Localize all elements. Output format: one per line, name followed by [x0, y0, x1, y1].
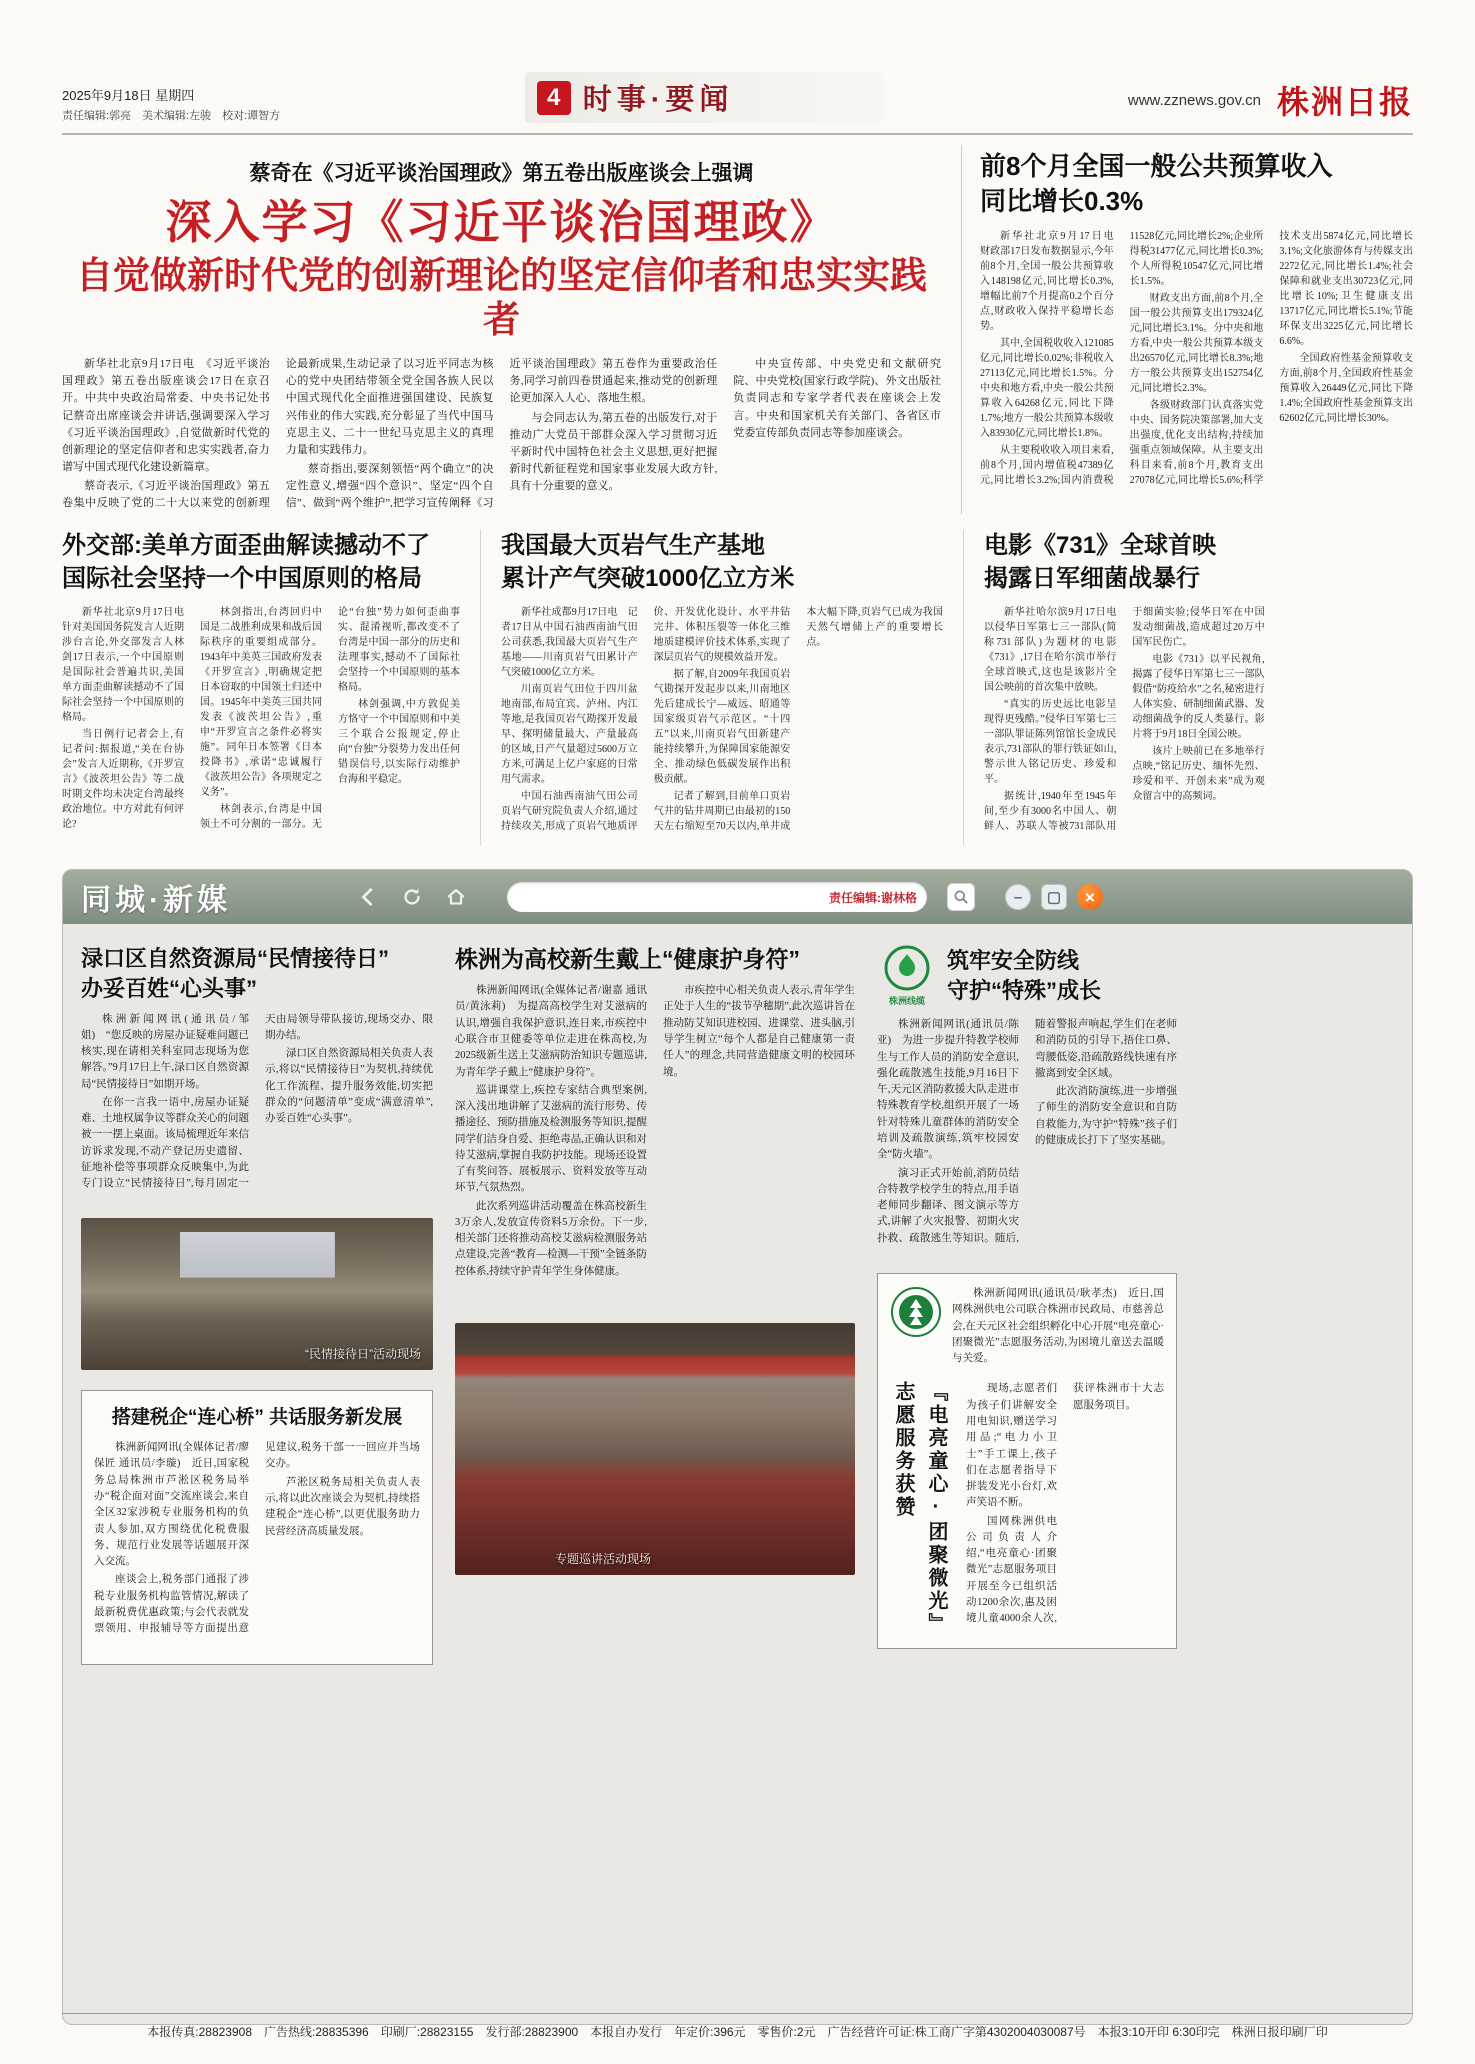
- movie-headline-line1: 电影《731》全球首映: [984, 532, 1217, 560]
- middle-article-row: [62, 530, 1413, 845]
- refresh-icon[interactable]: [397, 882, 427, 912]
- luko-photo-caption: “民情接待日”活动现场: [305, 1346, 421, 1361]
- tax-body: 株洲新闻网讯(全媒体记者/廖保匠 通讯员/李璇) 近日,国家税务总局株洲市芦淞区税务局举办“税企面对面”交流座谈会,来自全区32家涉税专业服务机构的负责人参加,双方围绕优化税费服务、规范行业发展等话题展开深入交流。 座谈会上,税务部门通报了涉税专业服务机构监管情况,解读了最新税费优惠政策;与会代表就发票领用、申报辅导等方面提出意见建议,税务干部一一回应并当场交办。 芦淞区税务局相关负责人表示,将以此次座谈会为契机,持续搭建税企“连心桥”,以更优服务助力民营经济高质量发展。: [94, 1442, 420, 1635]
- search-icon[interactable]: [947, 883, 975, 911]
- fire-safety-body: 株洲新闻网讯(通讯员/陈亚) 为进一步提升特教学校师生与工作人员的消防安全意识,强化疏散逃生技能,9月16日下午,天元区消防救援大队走进市特殊教育学校,组织开展了一场针对特殊儿童群体的消防安全培训及疏散演练,筑牢校园安全“防火墙”。 演习正式开始前,消防员结合特教学校学生的特点,用手语老师同步翻译、图文演示等方式,讲解了火灾报警、初期火灾扑救、疏散逃生等知识。随后,随着警报声响起,学生们在老师和消防员的引导下,捂住口鼻、弯腰低姿,沿疏散路线快速有序撤离到安全区域。 此次消防演练,进一步增强了师生的消防安全意识和自防自救能力,为守护“特殊”孩子们的健康成长打下了坚实基础。: [877, 1019, 1177, 1244]
- volunteer-body: 现场,志愿者们为孩子们讲解安全用电知识,赠送学习用品;“电力小卫士”手工课上,孩子们在志愿者指导下拼装发光小台灯,欢声笑语不断。 国网株洲供电公司负责人介绍,“电亮童心·团聚微光”志愿服务项目开展至今已组织活动1200余次,惠及困境儿童4000余人次,获评株洲市十大志愿服务项目。: [966, 1383, 1164, 1625]
- page-number-badge: 4: [537, 81, 571, 115]
- tongcheng-title: 同城·新媒: [81, 884, 231, 918]
- article-fire-safety: [877, 944, 1177, 1255]
- foreign-ministry-headline: [62, 530, 460, 595]
- volunteer-intro: 株洲新闻网讯(通讯员/耿孝杰) 近日,国网株洲供电公司联合株洲市民政局、市慈善总会,在天元区社会组织孵化中心开展“电亮童心·团聚微光”志愿服务活动,为困境儿童送去温暖与关爱。: [952, 1288, 1164, 1365]
- article-budget: [961, 145, 1413, 514]
- tongcheng-content: [63, 924, 1412, 1685]
- budget-headline: [980, 149, 1413, 219]
- fire-safety-headline-line1: 筑牢安全防线: [947, 947, 1080, 973]
- minimize-button[interactable]: –: [1005, 884, 1031, 910]
- zhuzhou-cable-logo-caption: 株洲线缆: [888, 996, 925, 1007]
- search-bar[interactable]: [507, 882, 927, 912]
- tax-headline: 搭建税企“连心桥” 共话服务新发展: [111, 1406, 403, 1428]
- volunteer-vertical-headline: [890, 1381, 954, 1636]
- volunteer-headline-line2: 『电亮童心·团聚微光』: [925, 1381, 947, 1637]
- article-volunteer-service: [877, 1273, 1177, 1649]
- luko-headline-line1: 渌口区自然资源局“民情接待日”: [81, 946, 390, 972]
- fire-safety-headline-line2: 守护“特殊”成长: [947, 977, 1102, 1003]
- lead-headline-line2: 自觉做新时代党的创新理论的坚定信仰者和忠实实践者: [76, 254, 927, 340]
- article-731-movie: [963, 530, 1413, 845]
- shale-gas-headline: [501, 530, 943, 595]
- shale-gas-headline-line1: 我国最大页岩气生产基地: [501, 532, 765, 560]
- article-shale-gas: [480, 530, 943, 845]
- luko-headline: [81, 944, 433, 1003]
- section-banner: [525, 72, 884, 123]
- tongcheng-column-right: [877, 944, 1177, 1665]
- top-article-row: [62, 145, 1413, 514]
- article-health-amulet: [455, 944, 855, 1575]
- luko-meeting-photo: [81, 1218, 433, 1370]
- section-title: 时事·要闻: [582, 84, 734, 116]
- tongcheng-titlebar: [63, 870, 1412, 924]
- page-header: [62, 72, 1413, 135]
- maximize-button[interactable]: ▢: [1041, 884, 1067, 910]
- website-url: www.zznews.gov.cn: [1127, 91, 1261, 109]
- budget-body: 新华社北京9月17日电 财政部17日发布数据显示,今年前8个月,全国一般公共预算收入148198亿元,同比增长0.3%,增幅比前7个月提高0.2个百分点,财政收入保持平稳增长态势。 其中,全国税收收入121085亿元,同比增长0.02%;非税收入27113亿元,同比增长1.5%。分中央和地方看,中央一般公共预算收入64268亿元,同比下降1.7%;地方一般公共预算本级收入83930亿元,同比增长1.8%。 从主要税收收入项目来看,前8个月,国内增值税47389亿元,同比增长3.2%;国内消费税11528亿元,同比增长2%;企业所得税31477亿元,同比增长0.3%;个人所得税10547亿元,同比增长1.5%。 财政支出方面,前8个月,全国一般公共预算支出179324亿元,同比增长3.1%。分中央和地方看,中央一般公共预算本级支出26570亿元,同比增长8.3%;地方一般公共预算支出152754亿元,同比增长2.3%。 各级财政部门认真落实党中央、国务院决策部署,加大支出强度,优化支出结构,持续加强重点领域保障。从主要支出科目来看,前8个月,教育支出27078亿元,同比增长5.6%;科学技术支出5874亿元,同比增长3.1%;文化旅游体育与传媒支出2272亿元,同比增长1.4%;社会保障和就业支出30723亿元,同比增长10%;卫生健康支出13717亿元,同比增长5.1%;节能环保支出3225亿元,同比增长6.6%。 全国政府性基金预算收支方面,前8个月,全国政府性基金预算收入26449亿元,同比下降1.4%;全国政府性基金预算支出62602亿元,同比增长30%。: [980, 231, 1413, 487]
- foreign-ministry-headline-line1: 外交部:美单方面歪曲解读撼动不了: [62, 532, 430, 560]
- movie-headline-line2: 揭露日军细菌战暴行: [984, 564, 1200, 592]
- health-headline: 株洲为高校新生戴上“健康护身符”: [455, 946, 800, 973]
- luko-headline-line2: 办妥百姓“心头事”: [81, 975, 258, 1001]
- article-foreign-ministry: [62, 530, 460, 845]
- zhuzhou-cable-logo: [883, 944, 931, 992]
- shale-gas-body: 新华社成都9月17日电 记者17日从中国石油西南油气田公司获悉,我国最大页岩气生产基地——川南页岩气田累计产气突破1000亿立方米。 川南页岩气田位于四川盆地南部,布局宜宾、泸州、内江等地,是我国页岩气勘探开发最早、探明储量最大、产量最高的区域,日产气量超过5600万立方米,可满足上亿户家庭的日常用气需求。 中国石油西南油气田公司页岩气研究院负责人介绍,通过持续攻关,形成了页岩气地质评价、开发优化设计、水平井钻完井、体积压裂等一体化三维地质建模评价技术体系,实现了深层页岩气的规模效益开发。 据了解,自2009年我国页岩气勘探开发起步以来,川南地区先后建成长宁—威远、昭通等国家级页岩气示范区。“十四五”以来,川南页岩气田新建产能持续攀升,为保障国家能源安全、推动绿色低碳发展作出积极贡献。 记者了解到,目前单口页岩气井的钻井周期已由最初的150天左右缩短至70天以内,单井成本大幅下降,页岩气已成为我国天然气增储上产的重要增长点。: [501, 607, 943, 833]
- lead-body: 新华社北京9月17日电 《习近平谈治国理政》第五卷出版座谈会17日在京召开。中共中央政治局常委、中央书记处书记蔡奇出席座谈会并讲话,强调要深入学习《习近平谈治国理政》,自觉做新时代党的创新理论的坚定信仰者和忠实实践者,奋力谱写中国式现代化建设新篇章。 蔡奇表示,《习近平谈治国理政》第五卷集中反映了党的二十大以来党的创新理论最新成果,生动记录了以习近平同志为核心的党中央团结带领全党全国各族人民以中国式现代化全面推进强国建设、民族复兴伟业的伟大实践,充分彰显了当代中国马克思主义、二十一世纪马克思主义的真理力量和实践伟力。 蔡奇指出,要深刻领悟“两个确立”的决定性意义,增强“四个意识”、坚定“四个自信”、做到“两个维护”,把学习宣传阐释《习近平谈治国理政》第五卷作为重要政治任务,同学习前四卷贯通起来,推动党的创新理论更加深入人心、落地生根。 与会同志认为,第五卷的出版发行,对于推动广大党员干部群众深入学习贯彻习近平新时代中国特色社会主义思想,更好把握新时代新征程党和国家事业发展大政方针,具有十分重要的意义。 中央宣传部、中央党史和文献研究院、中央党校(国家行政学院)、外文出版社负责同志和专家学者代表在座谈会上发言。中央和国家机关有关部门、各省区市党委宣传部负责同志等参加座谈会。: [62, 358, 941, 509]
- tongcheng-panel: [62, 869, 1413, 2025]
- masthead-logo: 株洲日报: [1276, 84, 1413, 120]
- movie-headline: [984, 530, 1413, 595]
- luko-body: 株洲新闻网讯(通讯员/邹姐) “您反映的房屋办证疑难问题已核实,现在请相关科室同志现场为您解答。”9月17日上午,渌口区自然资源局“民情接待日”如期开场。 在你一言我一语中,房屋办证疑难、土地权属争议等群众关心的问题被一一摆上桌面。该局梳理近年来信访诉求发现,不动产登记历史遗留、征地补偿等事项群众反映集中,为此专门设立“民情接待日”,每月固定一天由局领导带队接访,现场交办、限期办结。 渌口区自然资源局相关负责人表示,将以“民情接待日”为契机,持续优化工作流程、提升服务效能,切实把群众的“问题清单”变成“满意清单”,办妥百姓“心头事”。: [81, 1013, 433, 1190]
- lead-headline-line1: 深入学习《习近平谈治国理政》: [165, 196, 838, 248]
- volunteer-intro-row: [890, 1286, 1164, 1369]
- foreign-ministry-headline-line2: 国际社会坚持一个中国原则的格局: [62, 564, 422, 592]
- masthead-block: [1128, 77, 1413, 123]
- close-button[interactable]: ×: [1077, 884, 1103, 910]
- lead-kicker: 蔡奇在《习近平谈治国理政》第五卷出版座谈会上强调: [249, 162, 754, 185]
- article-lead: [62, 145, 941, 514]
- issue-date: 2025年9月18日 星期四: [62, 88, 195, 103]
- imprint-footer: 本报传真:28823908 广告热线:28835396 印刷厂:28823155 发行部:28823900 本报自办发行 年定价:396元 零售价:2元 广告经营许可证:株工商广字第4302004030087号 本报3:10开印 6:30印完 株洲日报印刷厂印: [62, 2013, 1413, 2040]
- home-icon[interactable]: [441, 882, 471, 912]
- tongcheng-editor-label: 责任编辑:谢林格: [829, 890, 917, 905]
- fire-safety-header: [877, 944, 1177, 1007]
- volunteer-main-row: [890, 1381, 1164, 1636]
- tongcheng-column-left: [81, 944, 433, 1665]
- movie-body: 新华社哈尔滨9月17日电 以侵华日军第七三一部队(简称731部队)为题材的电影《731》,17日在哈尔滨市举行全球首映式,这也是该影片全国公映前的首次集中放映。 “真实的历史远比电影呈现得更残酷。”侵华日军第七三一部队罪证陈列馆馆长金成民表示,731部队的罪行铁证如山,警示世人铭记历史、珍爱和平。 据统计,1940年至1945年间,至少有3000名中国人、朝鲜人、苏联人等被731部队用于细菌实验;侵华日军在中国发动细菌战,造成超过20万中国军民伤亡。 电影《731》以平民视角,揭露了侵华日军第七三一部队假借“防疫给水”之名,秘密进行人体实验、研制细菌武器、发动细菌战争的反人类暴行。影片将于9月18日全国公映。 该片上映前已在多地举行点映,“铭记历史、缅怀先烈、珍爱和平、开创未来”成为观众留言中的高频词。: [984, 607, 1265, 833]
- zhuzhou-cable-logo-block: [877, 944, 937, 1007]
- shale-gas-headline-line2: 累计产气突破1000亿立方米: [501, 564, 795, 592]
- health-photo-caption: 专题巡讲活动现场: [555, 1552, 652, 1567]
- browser-nav-icons: [353, 882, 471, 912]
- dateline-block: [62, 85, 280, 123]
- article-tax-bridge: [81, 1390, 433, 1666]
- budget-headline-line2: 同比增长0.3%: [980, 186, 1144, 217]
- back-icon[interactable]: [353, 882, 383, 912]
- state-grid-logo: [890, 1286, 942, 1338]
- lecture-hall-photo: [455, 1323, 855, 1575]
- editors-line: 责任编辑:郭亮 美术编辑:左骏 校对:谭智方: [62, 110, 281, 122]
- volunteer-headline-line1: 志愿服务获赞: [892, 1381, 914, 1520]
- fire-safety-headline: [947, 946, 1101, 1005]
- window-controls: [1005, 884, 1103, 910]
- foreign-ministry-body: 新华社北京9月17日电 针对美国国务院发言人近期涉台言论,外交部发言人林剑17日表示,一个中国原则是国际社会普遍共识,美国单方面歪曲解读撼动不了国际社会坚持一个中国原则的格局。 当日例行记者会上,有记者问:据报道,“美在台协会”发言人近期称,《开罗宣言》《波茨坦公告》等二战时期文件均未决定台湾最终政治地位。中方对此有何评论? 林剑指出,台湾回归中国是二战胜利成果和战后国际秩序的重要组成部分。1943年中美英三国政府发表《开罗宣言》,明确规定把日本窃取的中国领土归还中国。1945年中美英三国共同发表《波茨坦公告》,重申“开罗宣言之条件必将实施”。同年日本签署《日本投降书》,承诺“忠诚履行《波茨坦公告》各项规定之义务”。 林剑表示,台湾是中国领土不可分割的一部分。无论“台独”势力如何歪曲事实、混淆视听,都改变不了台湾是中国一部分的历史和法理事实,撼动不了国际社会坚持一个中国原则的基本格局。 林剑强调,中方敦促美方恪守一个中国原则和中美三个联合公报规定,停止向“台独”分裂势力发出任何错误信号,以实际行动维护台海和平稳定。: [62, 607, 460, 831]
- budget-headline-line1: 前8个月全国一般公共预算收入: [980, 151, 1333, 181]
- health-body: 株洲新闻网讯(全媒体记者/谢嘉 通讯员/黄泳莉) 为提高高校学生对艾滋病的认识,增强自我保护意识,连日来,市疾控中心联合市卫健委等单位走进在株高校,为2025级新生送上艾滋病防治知识专题巡讲,为青年学子戴上“健康护身符”。 巡讲课堂上,疾控专家结合典型案例,深入浅出地讲解了艾滋病的流行形势、传播途径、预防措施及检测服务等知识,提醒同学们洁身自爱、拒绝毒品,正确认识和对待艾滋病,掌握自我防护技能。现场还设置了有奖问答、展板展示、资料发放等互动环节,气氛热烈。 此次系列巡讲活动覆盖在株高校新生3万余人,发放宣传资料5万余份。下一步,相关部门还将推动高校艾滋病检测服务站点建设,完善“教育—检测—干预”全链条防控体系,持续守护青年学生身体健康。 市疾控中心相关负责人表示,青年学生正处于人生的“拔节孕穗期”,此次巡讲旨在推动防艾知识进校园、进课堂、进头脑,引导学生树立“每个人都是自己健康第一责任人”的理念,共同营造健康文明的校园环境。: [455, 985, 855, 1277]
- article-luko-reception: [81, 944, 433, 1369]
- tongcheng-column-middle: [455, 944, 855, 1665]
